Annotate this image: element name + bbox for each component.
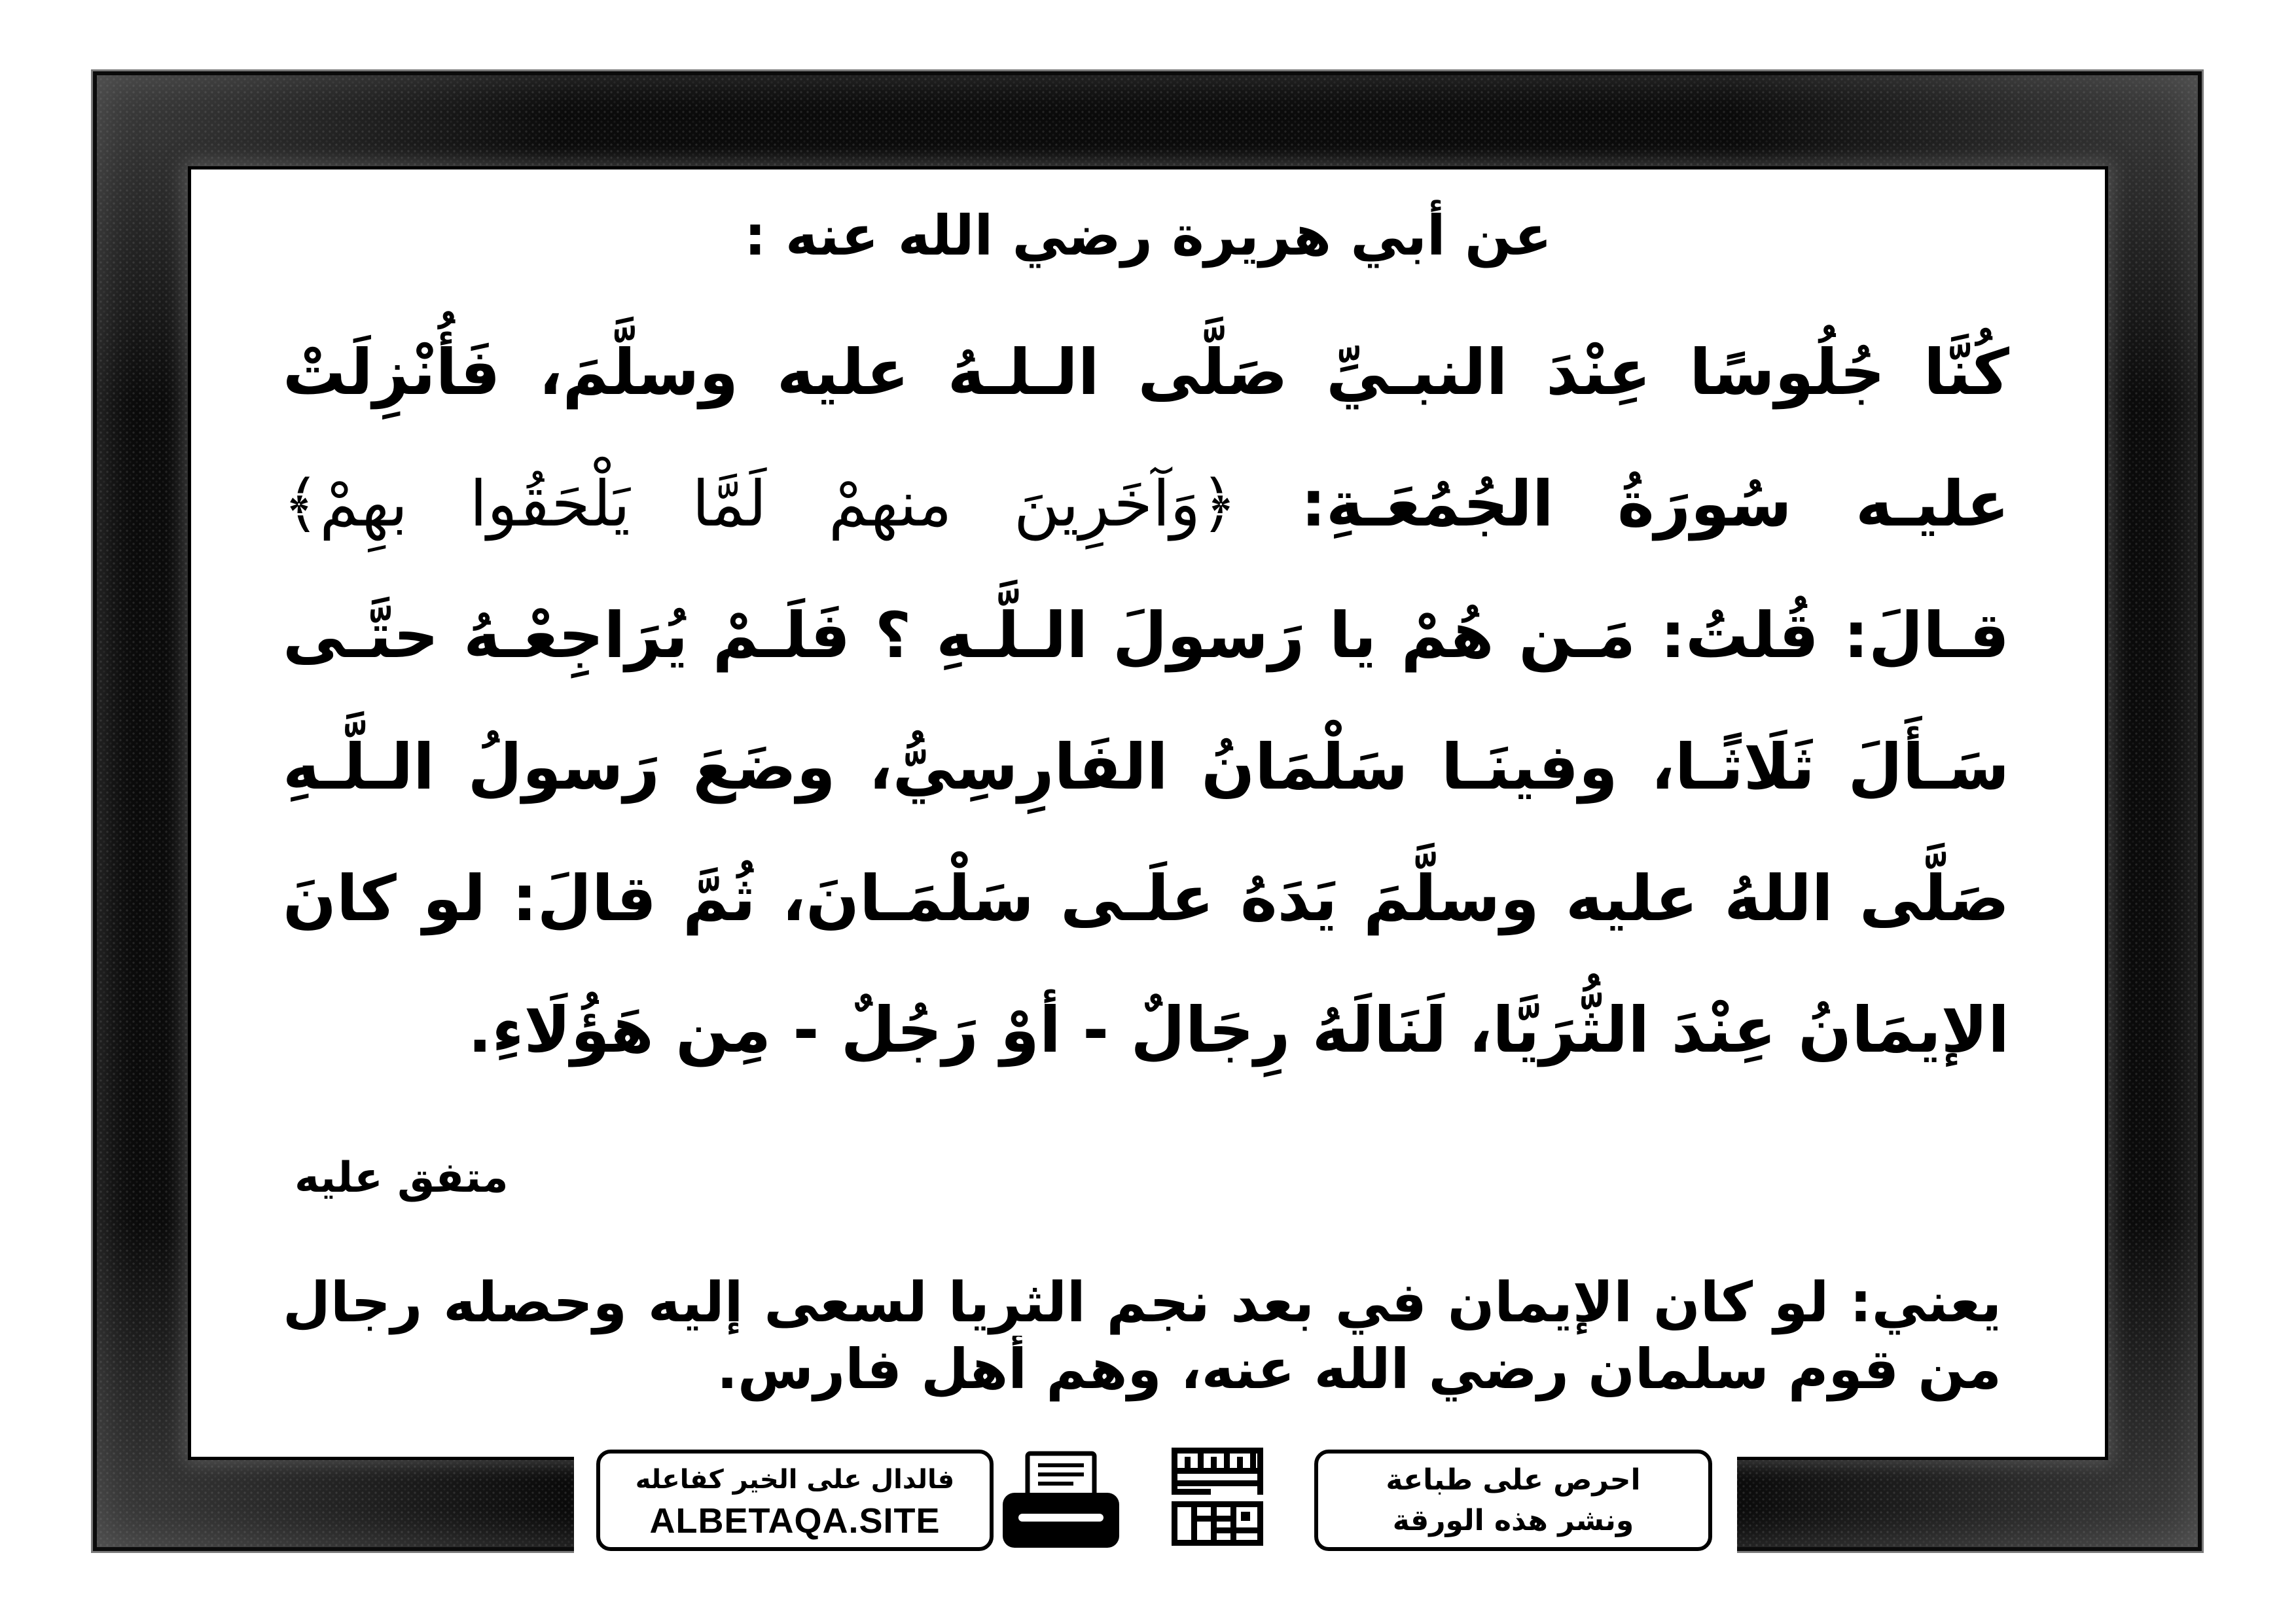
print-reminder-box — [1314, 1450, 1712, 1551]
hadith-line-6: الإيمَانُ عِنْدَ الثُّرَيَّا، لَنَالَهُ رِجَالٌ - أوْ رَجُلٌ - مِن هَؤُلَاءِ. — [468, 993, 2009, 1067]
dawat-alwaraqa-logo — [1172, 1448, 1263, 1551]
website-box — [596, 1450, 994, 1551]
explanation-line-2: من قوم سلمان رضي الله عنه، وهم أهل فارس. — [717, 1337, 2001, 1401]
explanation-line-1: يعني: لو كان الإيمان في بعد نجم الثريا لسعى إليه وحصله رجال — [283, 1270, 2001, 1334]
quran-verse: ﴿وَآخَرِينَ منهمْ لَمَّا يَلْحَقُوا بهِمْ﴾ — [283, 467, 1238, 541]
print-reminder-line-2: ونشر هذه الورقة — [1392, 1503, 1634, 1537]
hadith-line-2-text: عليـه سُورَةُ الجُمُعَـةِ: — [1300, 467, 2009, 541]
hadith-line-1: كُنَّا جُلُوسًا عِنْدَ النبـيِّ صَلَّى الـلـهُ عليه وسلَّمَ، فَأُنْزِلَتْ — [283, 336, 2009, 409]
hadith-line-5: صَلَّى اللهُ عليه وسلَّمَ يَدَهُ علَـى سَلْمَـانَ، ثُمَّ قالَ: لو كانَ — [283, 862, 2009, 935]
hadith-grading: متفق عليه — [295, 1154, 509, 1202]
print-reminder-line-1: احرص على طباعة — [1386, 1463, 1641, 1497]
slogan-text: فالدال على الخير كفاعله — [635, 1464, 955, 1495]
hadith-line-2 — [283, 438, 2009, 570]
printer-icon — [1000, 1450, 1122, 1551]
hadith-line-4: سَـأَلَ ثَلَاثًـا، وفينَـا سَلْمَانُ الفَارِسِيُّ، وضَعَ رَسولُ الـلَّـهِ — [283, 730, 2009, 804]
narrator-heading: عن أبي هريرة رضي الله عنه : — [744, 204, 1552, 268]
website-url: ALBETAQA.SITE — [649, 1501, 941, 1541]
hadith-line-3: قـالَ: قُلتُ: مَـن هُمْ يا رَسولَ الـلَّـهِ ؟ فَلَـمْ يُرَاجِعْـهُ حتَّـى — [283, 599, 2009, 672]
